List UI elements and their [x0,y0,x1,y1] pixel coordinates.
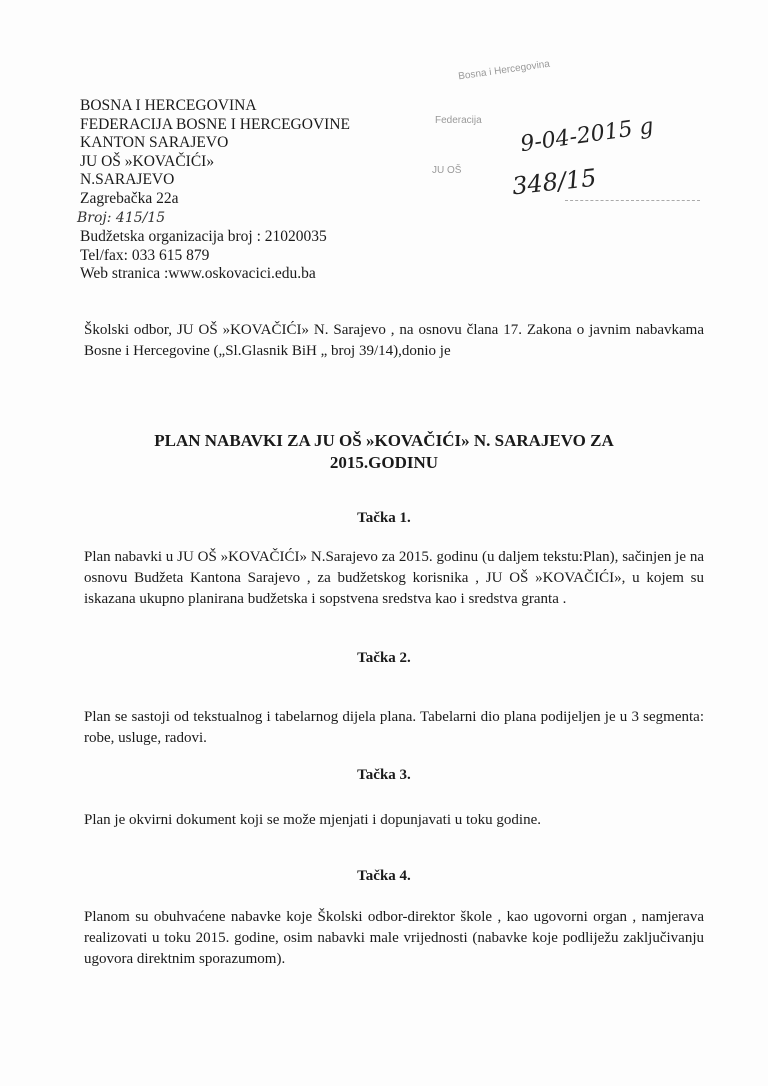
handwritten-number: 348/15 [510,163,598,201]
document-title: PLAN NABAVKI ZA JU OŠ »KOVAČIĆI» N. SARAJEVO ZA 2015.GODINU [154,431,614,472]
letterhead-line: Zagrebačka 22a [80,189,179,207]
section-text: Plan nabavki u JU OŠ »KOVAČIĆI» N.Sarajevo za 2015. godinu (u daljem tekstu:Plan), sačinjen je na osnovu Budžeta Kantona Sarajevo , za budžetskog korisnika , JU OŠ »KOVAČIĆI», u kojem su iskazana ukupno planirana budžetska i sopstvena sredstva kao i sredstva granta . [84,549,704,607]
letterhead-line: Tel/fax: 033 615 879 [80,246,210,264]
letterhead-line: JU OŠ »KOVAČIĆI» [80,152,215,170]
handwritten-date: 9-04-2015 g [518,113,656,158]
handwritten-reference-number: Broj: 415/15 [77,210,166,226]
section-text: Plan se sastoji od tekstualnog i tabelarnog dijela plana. Tabelarni dio plana podijeljen je u 3 segmenta: robe, usluge, radovi. [84,709,704,746]
letterhead-line: Budžetska organizacija broj : 21020035 [80,228,327,245]
section-heading: Tačka 4. [357,868,411,884]
letterhead-line: FEDERACIJA BOSNE I HERCEGOVINE [80,115,350,133]
section-text: Plan je okvirni dokument koji se može mjenjati i dopunjavati u toku godine. [84,812,542,828]
intro-paragraph: Školski odbor, JU OŠ »KOVAČIĆI» N. Sarajevo , na osnovu člana 17. Zakona o javnim nabavkama Bosne i Hercegovine („Sl.Glasnik BiH „ broj 39/14),donio je [84,322,704,359]
stamp-text: Federacija [435,115,482,126]
section-heading: Tačka 1. [357,510,411,526]
section-text: Planom su obuhvaćene nabavke koje Školski odbor-direktor škole , kao ugovorni organ , namjerava realizovati u toku 2015. godine, osim nabavki male vrijednosti (nabavke koje podliježu zaključivanju ugovora direktnim sporazumom). [84,909,704,967]
section-heading: Tačka 3. [357,767,411,783]
section-heading: Tačka 2. [357,650,411,666]
stamp-line [565,200,700,201]
letterhead-line: KANTON SARAJEVO [80,134,229,151]
stamp-text: Bosna i Hercegovina [457,58,551,83]
letterhead-line: N.SARAJEVO [80,171,175,188]
letterhead [77,97,350,284]
letterhead-line: Web stranica :www.oskovacici.edu.ba [80,265,316,282]
letterhead-line: BOSNA I HERCEGOVINA [80,97,257,114]
stamp-text: JU OŠ [432,165,462,176]
